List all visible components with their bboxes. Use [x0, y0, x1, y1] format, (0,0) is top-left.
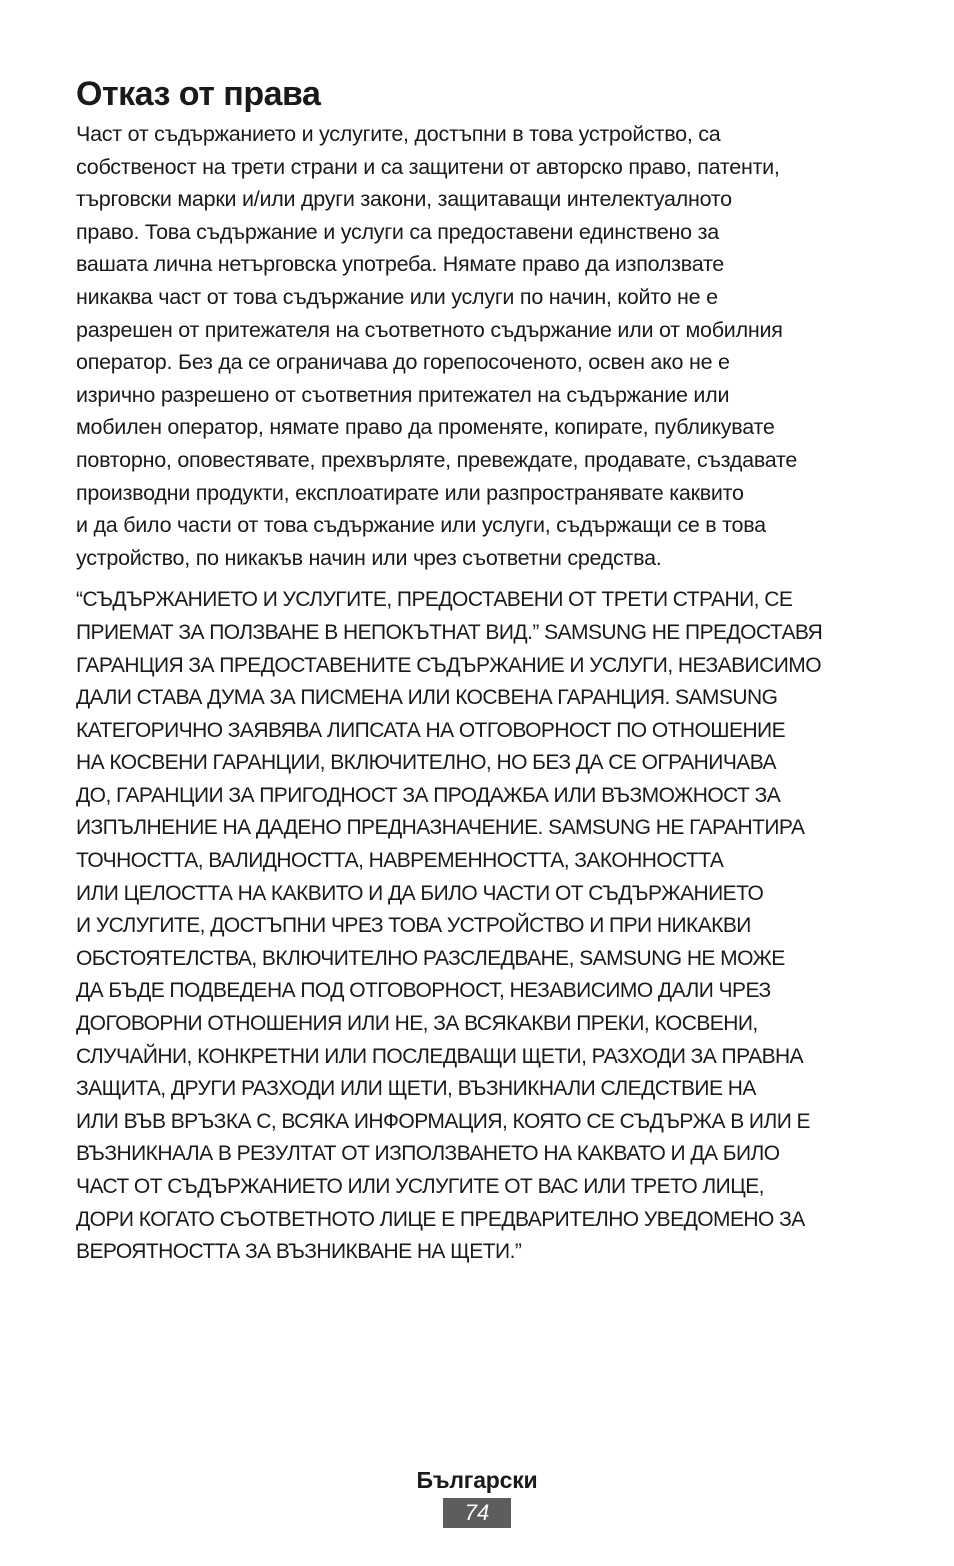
paragraph-disclaimer-caps [76, 584, 886, 1268]
text-line: устройство, по никакъв начин или чрез съответни средства. [76, 545, 662, 570]
text-line: повторно, оповестявате, прехвърляте, превеждате, продавате, създавате [76, 447, 798, 472]
text-line: никаква част от това съдържание или услуги по начин, който не е [76, 284, 718, 309]
text-line: ВЪЗНИКНАЛА В РЕЗУЛТАТ ОТ ИЗПОЛЗВАНЕТО НА КАКВАТО И ДА БИЛО [76, 1142, 780, 1166]
text-line: ВЕРОЯТНОСТТА ЗА ВЪЗНИКВАНЕ НА ЩЕТИ.” [76, 1240, 522, 1264]
text-line: ГАРАНЦИЯ ЗА ПРЕДОСТАВЕНИТЕ СЪДЪРЖАНИЕ И УСЛУГИ, НЕЗАВИСИМО [76, 653, 821, 677]
page-title: Отказ от права [76, 75, 321, 113]
text-line: изрично разрешено от съответния притежател на съдържание или [76, 382, 730, 407]
text-line: ЧАСТ ОТ СЪДЪРЖАНИЕТО ИЛИ УСЛУГИТЕ ОТ ВАС ИЛИ ТРЕТО ЛИЦЕ, [76, 1175, 764, 1198]
text-line: ПРИЕМАТ ЗА ПОЛЗВАНЕ В НЕПОКЪТНАТ ВИД.” SAMSUNG НЕ ПРЕДОСТАВЯ [76, 620, 823, 644]
text-line: Част от съдържанието и услугите, достъпни в това устройство, са [76, 122, 721, 146]
paragraph-intro [76, 118, 886, 574]
text-line: и да било части от това съдържание или услуги, съдържащи се в това [76, 513, 766, 538]
text-line: ОБСТОЯТЕЛСТВА, ВКЛЮЧИТЕЛНО РАЗСЛЕДВАНЕ, SAMSUNG НЕ МОЖЕ [76, 946, 785, 970]
text-line: разрешен от притежателя на съответното съдържание или от мобилния [76, 317, 783, 342]
text-line: ИЛИ ВЪВ ВРЪЗКА С, ВСЯКА ИНФОРМАЦИЯ, КОЯТО СЕ СЪДЪРЖА В ИЛИ Е [76, 1109, 810, 1133]
text-line: ДОГОВОРНИ ОТНОШЕНИЯ ИЛИ НЕ, ЗА ВСЯКАКВИ ПРЕКИ, КОСВЕНИ, [76, 1012, 758, 1036]
text-line: КАТЕГОРИЧНО ЗАЯВЯВА ЛИПСАТА НА ОТГОВОРНОСТ ПО ОТНОШЕНИЕ [76, 718, 786, 742]
text-line: ДО, ГАРАНЦИИ ЗА ПРИГОДНОСТ ЗА ПРОДАЖБА ИЛИ ВЪЗМОЖНОСТ ЗА [76, 783, 781, 807]
text-line: И УСЛУГИТЕ, ДОСТЪПНИ ЧРЕЗ ТОВА УСТРОЙСТВО И ПРИ НИКАКВИ [76, 914, 751, 938]
text-line: ДА БЪДЕ ПОДВЕДЕНА ПОД ОТГОВОРНОСТ, НЕЗАВИСИМО ДАЛИ ЧРЕЗ [76, 979, 771, 1003]
text-line: НА КОСВЕНИ ГАРАНЦИИ, ВКЛЮЧИТЕЛНО, НО БЕЗ ДА СЕ ОГРАНИЧАВА [76, 751, 776, 775]
text-line: ИЛИ ЦЕЛОСТТА НА КАКВИТО И ДА БИЛО ЧАСТИ ОТ СЪДЪРЖАНИЕТО [76, 881, 764, 905]
text-line: право. Това съдържание и услуги са предоставени единствено за [76, 219, 719, 244]
text-line: мобилен оператор, нямате право да променяте, копирате, публикувате [76, 415, 775, 440]
text-line: СЛУЧАЙНИ, КОНКРЕТНИ ИЛИ ПОСЛЕДВАЩИ ЩЕТИ, РАЗХОДИ ЗА ПРАВНА [76, 1044, 804, 1068]
text-line: ДАЛИ СТАВА ДУМА ЗА ПИСМЕНА ИЛИ КОСВЕНА ГАРАНЦИЯ. SAMSUNG [76, 686, 778, 710]
text-line: ИЗПЪЛНЕНИЕ НА ДАДЕНО ПРЕДНАЗНАЧЕНИЕ. SAMSUNG НЕ ГАРАНТИРА [76, 816, 805, 840]
footer-language-label: Български [416, 1467, 538, 1493]
text-line: оператор. Без да се ограничава до горепосоченото, освен ако не е [76, 350, 730, 375]
text-line: ТОЧНОСТТА, ВАЛИДНОСТТА, НАВРЕМЕННОСТТА, ЗАКОННОСТТА [76, 849, 724, 873]
text-line: ДОРИ КОГАТО СЪОТВЕТНОТО ЛИЦЕ Е ПРЕДВАРИТЕЛНО УВЕДОМЕНО ЗА [76, 1207, 805, 1231]
text-line: ЗАЩИТА, ДРУГИ РАЗХОДИ ИЛИ ЩЕТИ, ВЪЗНИКНАЛИ СЛЕДСТВИЕ НА [76, 1077, 756, 1101]
page-content [76, 72, 886, 1269]
text-line: търговски марки и/или други закони, защитаващи интелектуалното [76, 187, 732, 212]
text-line: собственост на трети страни и са защитени от авторско право, патенти, [76, 154, 780, 179]
page-footer [0, 1462, 954, 1528]
page-number-badge: 74 [443, 1498, 511, 1528]
text-line: “СЪДЪРЖАНИЕТО И УСЛУГИТЕ, ПРЕДОСТАВЕНИ ОТ ТРЕТИ СТРАНИ, СЕ [76, 588, 793, 612]
text-line: производни продукти, експлоатирате или разпространявате каквито [76, 480, 744, 505]
text-line: вашата лична нетърговска употреба. Нямате право да използвате [76, 252, 725, 277]
